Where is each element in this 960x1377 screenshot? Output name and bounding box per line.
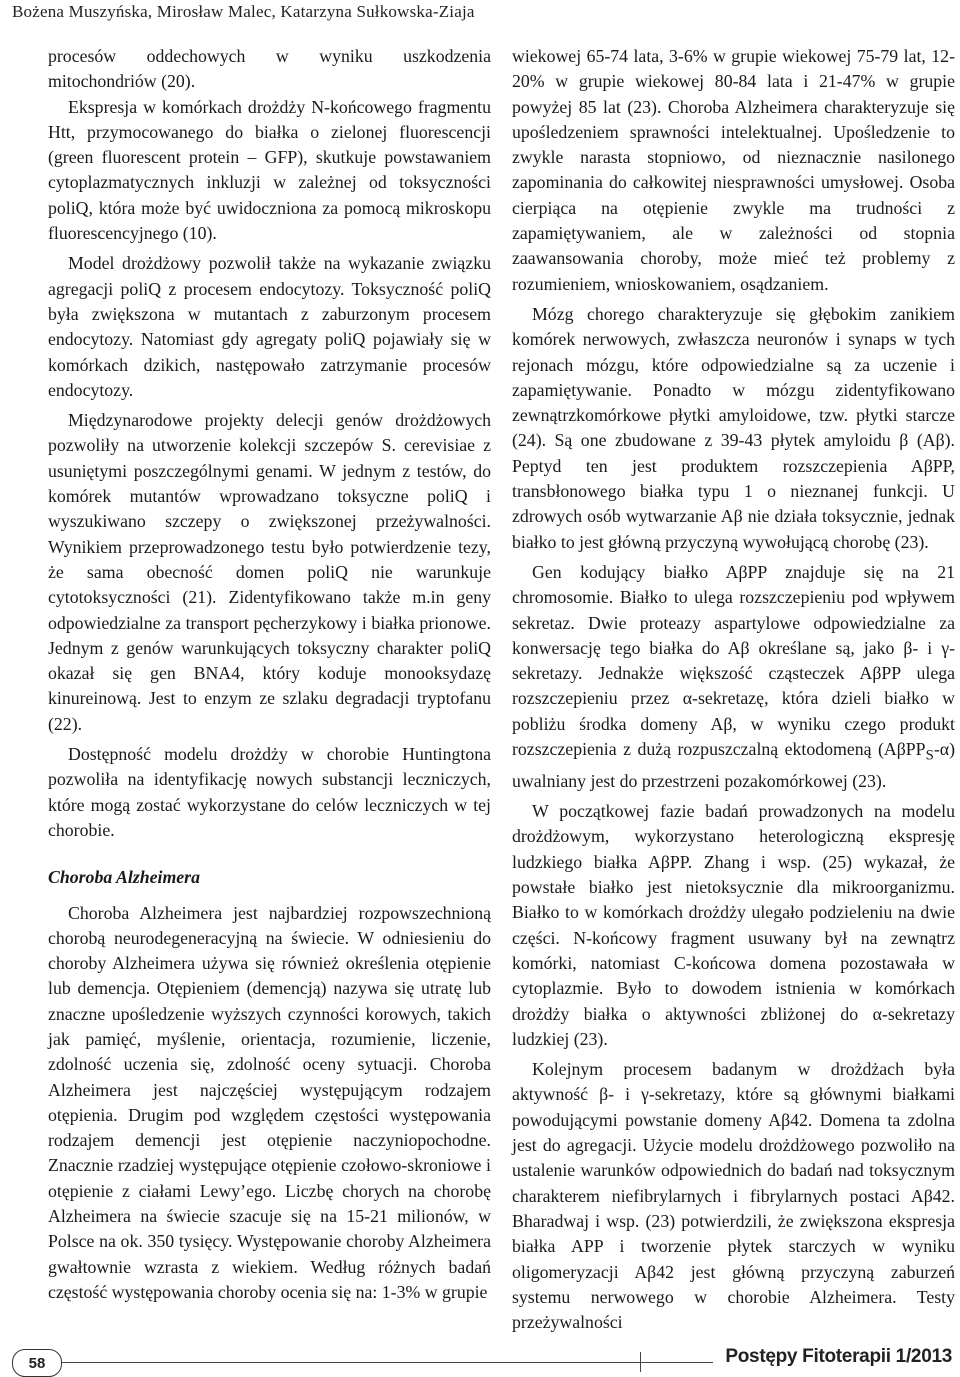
paragraph: wiekowej 65-74 lata, 3-6% w grupie wiekowej 75-79 lat, 12-20% w grupie wiekowej 80-84 lata i 21-47% w grupie powyżej 85 lat (23). Choroba Alzheimera charakteryzuje się upośledzeniem sprawności intelektualnej. Upośledzenie to zwykle narasta stopniowo, od nieznacznie nasilonego zapominania do całkowitej niesprawności umysłowej. Osoba cierpiąca na otępienie zwykle ma trudności z zapamiętywaniem, ale w zależności od stopnia zaawansowania choroby, może mieć też problemy z rozumieniem, wnioskowaniem, osądzaniem. — [512, 46, 955, 294]
page-number: 58 — [12, 1349, 62, 1377]
right-column — [512, 44, 955, 1335]
journal-title: Postępy Fitoterapii 1/2013 — [713, 1346, 952, 1368]
paragraph: Międzynarodowe projekty delecji genów drożdżowych pozwoliły na utworzenie kolekcji szczepów S. cerevisiae z usuniętymi poszczególnymi genami. W jednym z testów, do komórek mutantów wprowadzano toksyczne poliQ i wyszukiwano szczepy o zwiększonej przeżywalności. Wynikiem przeprowadzonego testu było potwierdzenie tezy, że sama obecność domen poliQ nie warunkuje cytotoksyczności (21). Zidentyfikowano także m.in geny odpowiedzialne za transport pęcherzykowy i białka prionowe. Jednym z genów warunkujących toksyczny charakter poliQ okazał się gen BNA4, który koduje monooksydazę kinureinową. Jest to enzym ze szlaku degradacji tryptofanu (22). — [48, 410, 491, 734]
subscript: S — [925, 747, 934, 764]
paragraph: Dostępność modelu drożdży w chorobie Huntingtona pozwoliła na identyfikację nowych substancji leczniczych, które mogą zostać wykorzystane do celów leczniczych w tej chorobie. — [48, 744, 491, 840]
paragraph-text: -α) uwalniany jest do przestrzeni pozakomórkowej (23). — [512, 739, 955, 791]
paragraph: Model drożdżowy pozwolił także na wykazanie związku agregacji poliQ z procesem endocytozy. Toksyczność poliQ była zwiększona w mutantach z zaburzonym procesem endocytozy. Natomiast gdy agregaty poliQ pojawiały się w komórkach dzikich, następowało zatrzymanie procesów endocytozy. — [48, 253, 491, 400]
paragraph: W początkowej fazie badań prowadzonych na modelu drożdżowym, wykorzystano heterologiczną ekspresję ludzkiego białka AβPP. Zhang i wsp. (25) wykazał, że powstałe białko jest nietoksycznie dla mikroorganizmu. Białko to w komórkach drożdży ulegało podzieleniu na dwie części. N-końcowy fragment usuwany był na zewnątrz komórki, natomiast C-końcowa domena pozostawała w cytoplazmie. Było to dowodem istnienia w komórkach drożdży białka o aktywności zbliżonej do α-sekretazy ludzkiej (23). — [512, 801, 955, 1049]
paragraph: Ekspresja w komórkach drożdży N-końcowego fragmentu Htt, przymocowanego do białka o zielonej fluorescencji (green fluorescent protein – GFP), skutkuje powstawaniem cytoplazmatycznych inkluzji w zależnej od toksyczności poliQ, która może być uwidoczniona za pomocą mikroskopu fluorescencyjnego (10). — [48, 96, 491, 244]
paragraph-text: Gen kodujący białko AβPP znajduje się na 21 chromosomie. Białko to ulega rozszczepieniu pod wpływem sekretaz. Dwie proteazy aspartylowe odpowiedzialne za konwersację tego białka do Aβ określane są, jako β- i γ-sekretazy. Jednakże większość cząsteczek AβPP ulega rozszczepieniu przez α-sekretazę, która dzieli białko w pobliżu środka domeny Aβ, w wyniku czego produkt rozszczepienia z dużą rozpuszczalną ektodomeną (AβPP — [512, 561, 955, 760]
paragraph — [512, 560, 955, 794]
paragraph: Choroba Alzheimera jest najbardziej rozpowszechnioną chorobą neurodegeneracyjną na świecie. W odniesieniu do choroby Alzheimera używa się również określenia otępienie lub demencja. Otępieniem (demencją) nazywa się utratę lub znaczne upośledzenie wyższych czynności korowych, takich jak pamięć, myślenie, orientacja, rozumienie, liczenie, zdolność uczenia się, zdolność oceny sytuacji. Choroba Alzheimera jest najczęściej występującym rodzajem otępienia. Drugim pod względem częstości występowania rodzajem demencji jest otępienie naczyniopochodne. Znacznie rzadziej występujące otępienie czołowo-skroniowe i otępienie z ciałami Lewy’ego. Liczbę chorych na chorobę Alzheimera na świecie szacuje się na 15-21 milionów, w Polsce na ok. 350 tysięcy. Występowanie choroby Alzheimera gwałtownie wzrasta z wiekiem. Według różnych badań częstość występowania choroby ocenia się na: 1-3% w grupie — [48, 902, 491, 1302]
running-head-authors: Bożena Muszyńska, Mirosław Malec, Katarzyna Sułkowska-Ziaja — [12, 2, 475, 21]
footer-tick — [640, 1352, 641, 1372]
section-heading: Choroba Alzheimera — [48, 867, 200, 888]
paragraph: Mózg chorego charakteryzuje się głębokim zanikiem komórek nerwowych, zwłaszcza neuronów i synaps w tych rejonach mózgu, które odpowiedzialne są za uczenie i zapamiętywanie. Ponadto w mózgu zidentyfikowano zewnątrzkomórkowe płytki amyloidowe, tzw. płytki starcze (24). Są one zbudowane z 39-43 płytek amyloidu β (Aβ). Peptyd ten jest produktem rozszczepienia AβPP, transbłonowego białka typu 1 o nieznanej funkcji. U zdrowych osób wytwarzanie Aβ nie działa toksycznie, jednak białko to jest główną przyczyną wywołującą chorobę (23). — [512, 303, 955, 552]
paragraph: Kolejnym procesem badanym w drożdżach była aktywność β- i γ-sekretazy, które są głównymi białkami powodującymi powstanie domeny Aβ42. Domena ta zdolna jest do agregacji. Użycie modelu drożdżowego pozwoliło na ustalenie warunków odpowiednich do badań nad toksycznym charakterem niefibrylarnych i fibrylarnych postaci Aβ42. Bharadwaj i wsp. (23) potwierdzili, że zwiększona ekspresja białka APP i tworzenie płytek starczych w wyniku oligomeryzacji Aβ42 jest główną przyczyną zaburzeń systemu nerwowego w chorobie Alzheimera. Testy przeżywalności — [512, 1059, 955, 1333]
left-column — [48, 44, 491, 1305]
paragraph: procesów oddechowych w wyniku uszkodzenia mitochondriów (20). — [48, 46, 491, 92]
